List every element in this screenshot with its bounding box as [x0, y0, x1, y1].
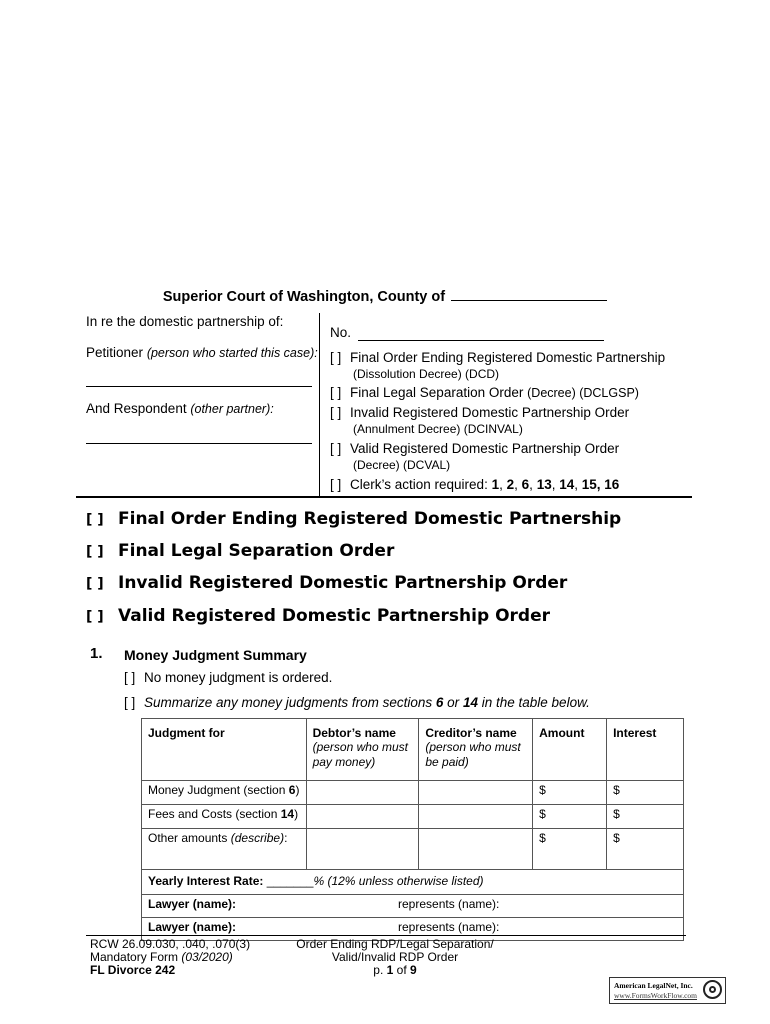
county-blank[interactable]	[451, 288, 607, 301]
amount-cell[interactable]: $	[533, 829, 607, 870]
form-title-line2: Valid/Invalid RDP Order	[331, 950, 459, 964]
case-number-label: No.	[330, 325, 352, 340]
creditor-cell[interactable]	[419, 781, 533, 805]
header-debtor: Debtor’s name (person who must pay money)	[306, 719, 419, 781]
case-option-dcinval-sub: (Annulment Decree) (DCINVAL)	[353, 422, 523, 436]
footer-left	[90, 938, 250, 977]
case-option-dcd-sub: (Dissolution Decree) (DCD)	[353, 367, 500, 381]
checkbox[interactable]: [ ]	[124, 670, 136, 685]
section-title: Money Judgment Summary	[124, 647, 307, 663]
table-row	[142, 781, 684, 805]
debtor-cell[interactable]	[306, 829, 419, 870]
title-invalid[interactable]: [ ] Invalid Registered Domestic Partnership Order	[86, 573, 568, 593]
case-number-line[interactable]	[358, 340, 604, 341]
case-option-dcval-sub: (Decree) (DCVAL)	[353, 458, 451, 472]
table-row	[142, 829, 684, 870]
clerk-action[interactable]: [ ] Clerk’s action required: 1, 2, 6, 13, 14, 15, 16	[330, 477, 620, 492]
checkbox[interactable]: [ ]	[124, 695, 136, 710]
checkbox[interactable]: [ ]	[86, 512, 104, 528]
respondent-name-line[interactable]	[86, 443, 312, 444]
header-creditor: Creditor’s name (person who must be paid)	[419, 719, 533, 781]
caption-divider	[319, 313, 320, 496]
mandatory-form: Mandatory Form (03/2020)	[90, 950, 233, 964]
section-number: 1.	[90, 645, 103, 662]
amount-cell[interactable]: $	[533, 805, 607, 829]
creditor-cell[interactable]	[419, 829, 533, 870]
lawyer-row[interactable]: Lawyer (name): represents (name):	[142, 895, 684, 918]
no-money-judgment-option[interactable]: [ ] No money judgment is ordered.	[124, 670, 333, 685]
creditor-cell[interactable]	[419, 805, 533, 829]
caption-rule	[76, 496, 692, 498]
checkbox[interactable]: [ ]	[330, 441, 342, 456]
footer-center	[290, 938, 500, 977]
case-option-dcinval[interactable]: [ ] Invalid Registered Domestic Partnership Order	[330, 405, 630, 420]
footer-rule	[86, 935, 686, 936]
checkbox[interactable]: [ ]	[330, 385, 342, 400]
amount-cell[interactable]: $	[533, 781, 607, 805]
checkbox[interactable]: [ ]	[330, 405, 342, 420]
petitioner-name-line[interactable]	[86, 386, 312, 387]
respondent-label: And Respondent (other partner):	[86, 401, 274, 416]
court-name: Superior Court of Washington, County of	[162, 289, 446, 305]
case-option-dclgsp[interactable]: [ ] Final Legal Separation Order (Decree) (DCLGSP)	[330, 385, 639, 400]
gear-logo-icon	[703, 980, 722, 999]
forms-workflow-link[interactable]: www.FormsWorkFlow.com	[614, 991, 698, 1000]
interest-cell[interactable]: $	[607, 829, 684, 870]
lawyer-row[interactable]: Lawyer (name): represents (name):	[142, 918, 684, 941]
debtor-cell[interactable]	[306, 781, 419, 805]
header-interest: Interest	[607, 719, 684, 781]
title-final-order[interactable]: [ ] Final Order Ending Registered Domestic Partnership	[86, 509, 622, 529]
case-option-dcval[interactable]: [ ] Valid Registered Domestic Partnership Order	[330, 441, 620, 456]
row-label: Money Judgment (section 6)	[142, 781, 307, 805]
form-id: FL Divorce 242	[90, 963, 176, 977]
checkbox[interactable]: [ ]	[86, 544, 104, 560]
interest-cell[interactable]: $	[607, 805, 684, 829]
interest-rate-row[interactable]: Yearly Interest Rate: _______% (12% unless otherwise listed)	[142, 870, 684, 895]
summarize-judgment-option[interactable]: [ ] Summarize any money judgments from sections 6 or 14 in the table below.	[124, 695, 590, 710]
case-option-dcd[interactable]: [ ] Final Order Ending Registered Domestic Partnership	[330, 350, 666, 365]
row-label: Fees and Costs (section 14)	[142, 805, 307, 829]
checkbox[interactable]: [ ]	[86, 576, 104, 592]
rcw-citation: RCW 26.09.030, .040, .070(3)	[90, 937, 251, 951]
interest-cell[interactable]: $	[607, 781, 684, 805]
table-row	[142, 805, 684, 829]
form-title-line1: Order Ending RDP/Legal Separation/	[296, 937, 494, 951]
title-legal-separation[interactable]: [ ] Final Legal Separation Order	[86, 541, 395, 561]
petitioner-label: Petitioner (person who started this case):	[86, 345, 318, 360]
title-valid[interactable]: [ ] Valid Registered Domestic Partnership Order	[86, 606, 550, 626]
header-amount: Amount	[533, 719, 607, 781]
debtor-cell[interactable]	[306, 805, 419, 829]
checkbox[interactable]: [ ]	[330, 477, 342, 492]
row-label: Other amounts (describe):	[142, 829, 307, 870]
page-number: p. 1 of 9	[373, 963, 417, 977]
money-judgment-table	[141, 718, 684, 941]
header-judgment-for: Judgment for	[142, 719, 307, 781]
checkbox[interactable]: [ ]	[330, 350, 342, 365]
legalnet-logo[interactable]: American LegalNet, Inc. www.FormsWorkFlow.com	[609, 977, 726, 1004]
table-header-row	[142, 719, 684, 781]
court-heading	[0, 288, 770, 305]
checkbox[interactable]: [ ]	[86, 609, 104, 625]
in-re-label: In re the domestic partnership of:	[86, 314, 284, 329]
